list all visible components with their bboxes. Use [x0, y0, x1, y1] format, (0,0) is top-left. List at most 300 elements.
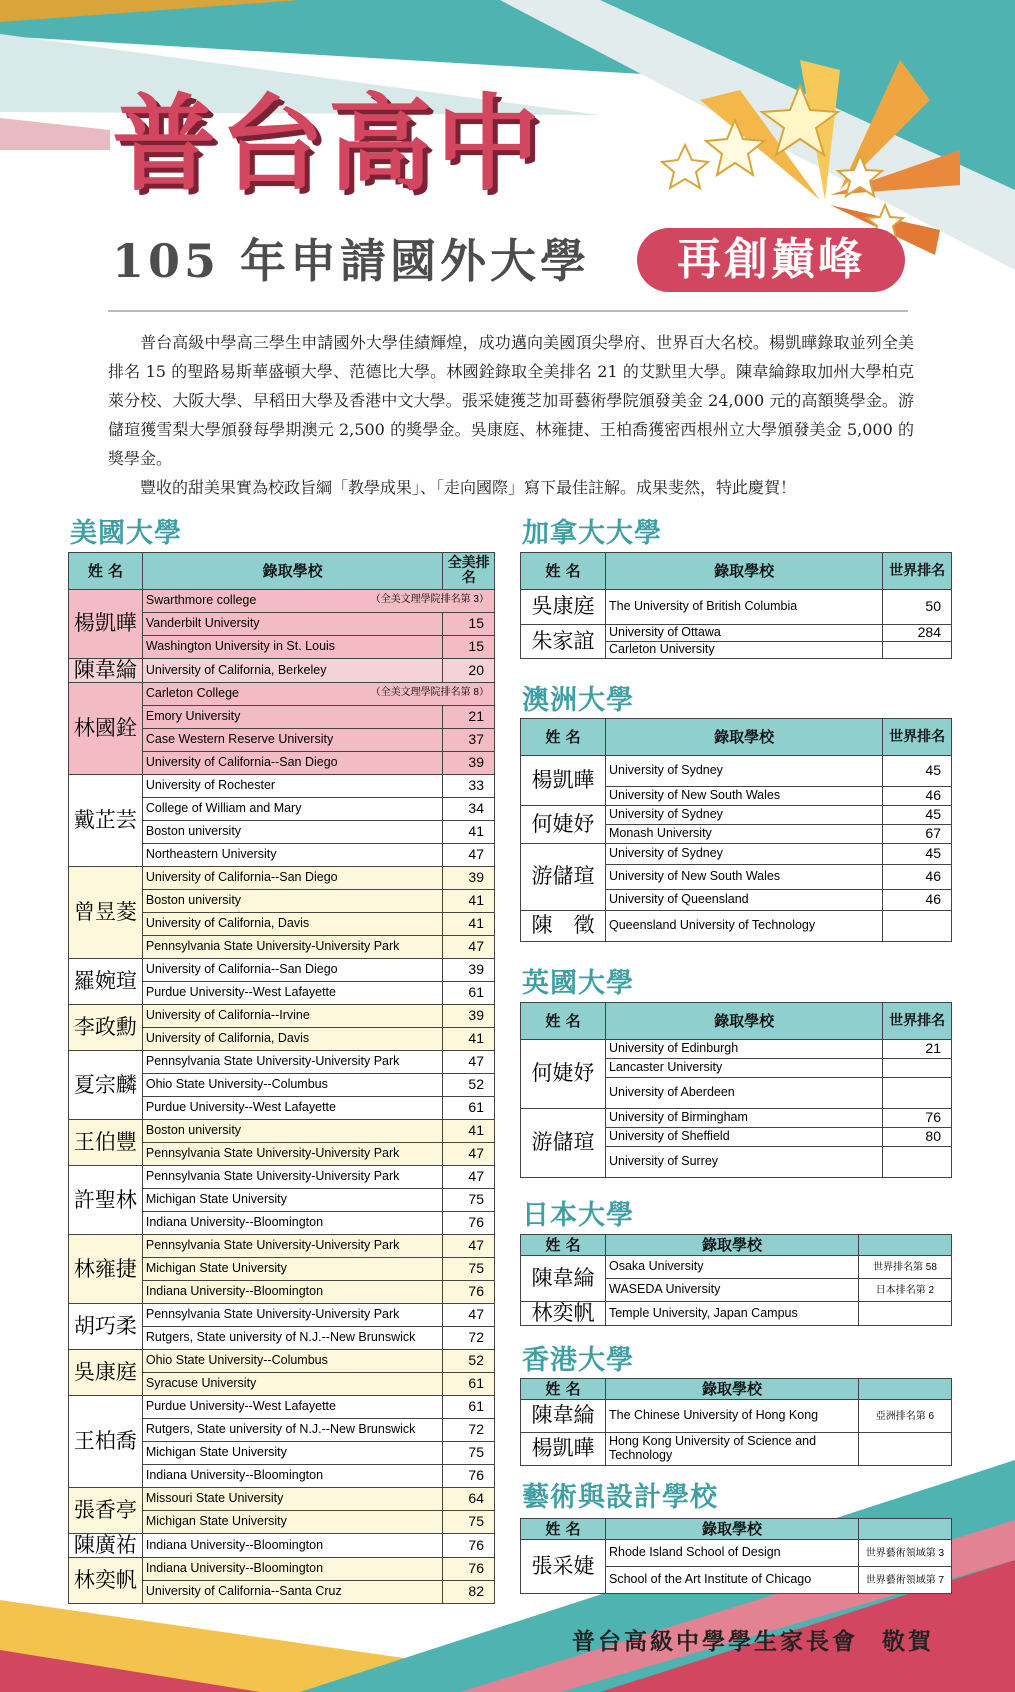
school-label: University of Rochester — [145, 778, 276, 793]
school-label: Carleton College — [145, 686, 239, 701]
school-name — [142, 1074, 443, 1097]
school-label: University of California--San Diego — [145, 962, 338, 977]
rank-value: 39 — [443, 1005, 495, 1028]
school-label: Purdue University--West Lafayette — [145, 985, 336, 1000]
rank-value: 47 — [443, 936, 495, 959]
school-name — [605, 1540, 858, 1567]
school-label: University of California--Irvine — [145, 1008, 310, 1023]
column-header — [858, 1519, 951, 1540]
school-name — [605, 787, 882, 806]
school-name — [142, 1465, 443, 1488]
student-name: 游儲瑄 — [521, 1109, 606, 1178]
column-header: 姓 名 — [521, 553, 606, 590]
school-name — [142, 913, 443, 936]
student-name: 許聖林 — [69, 1166, 143, 1235]
school-label: University of Edinburgh — [608, 1041, 739, 1056]
school-label: Indiana University--Bloomington — [145, 1215, 324, 1230]
rank-value: 37 — [443, 729, 495, 752]
school-label: The Chinese University of Hong Kong — [608, 1408, 819, 1423]
school-label: Vanderbilt University — [145, 616, 260, 631]
school-label: University of California--San Diego — [145, 755, 338, 770]
school-label: Monash University — [608, 826, 712, 841]
school-label: The University of British Columbia — [608, 599, 798, 614]
school-label: Boston university — [145, 824, 242, 839]
school-label: Indiana University--Bloomington — [145, 1537, 324, 1552]
signature — [572, 1623, 934, 1656]
student-name: 游儲瑄 — [521, 844, 606, 911]
school-name — [142, 867, 443, 890]
rank-value: 75 — [443, 1189, 495, 1212]
intro-paragraph: 普台高級中學高三學生申請國外大學佳績輝煌，成功邁向美國頂尖學府、世界百大名校。楊凱曄錄取並列全美排名 15 的聖路易斯華盛頓大學、范德比大學。林國銓錄取全美排名 21 的艾默里大學。陳韋綸錄取加州大學柏克萊分校、大阪大學、早稻田大學及香港中文大學。張采婕獲芝加哥藝術學院頒發美金 24,000 元的高額獎學金。游儲瑄獲雪梨大學頒發每學期澳元 2,500 的獎學金。吳康庭、林雍捷、王柏喬獲密西根州立大學頒發美金 5,000 的獎學金。 — [108, 333, 914, 468]
student-name: 林奕帆 — [69, 1558, 143, 1604]
school-name — [605, 1433, 858, 1466]
school-label: Carleton University — [608, 642, 715, 657]
school-label: Lancaster University — [608, 1060, 723, 1075]
school-label: University of California, Berkeley — [145, 662, 327, 677]
student-name: 吳康庭 — [521, 590, 606, 625]
school-label: University of Sheffield — [608, 1129, 730, 1144]
student-name: 楊凱曄 — [521, 1433, 606, 1466]
signature-closing: 敬賀 — [882, 1628, 934, 1655]
school-label: University of California, Davis — [145, 1031, 310, 1046]
rank-value: 21 — [883, 1040, 952, 1059]
column-header: 姓 名 — [521, 719, 606, 756]
school-name — [605, 1109, 882, 1128]
rank-value: 80 — [883, 1128, 952, 1147]
student-name: 胡巧柔 — [69, 1304, 143, 1350]
student-name: 陳 徵 — [521, 911, 606, 942]
school-label: Rhode Island School of Design — [608, 1545, 781, 1560]
student-name: 何婕妤 — [521, 806, 606, 844]
school-name — [142, 1235, 443, 1258]
table-row — [69, 1304, 495, 1327]
school-name — [605, 625, 882, 642]
signature-org: 普台高級中學學生家長會 — [572, 1628, 858, 1655]
school-label: Pennsylvania State University-University Park — [145, 1146, 400, 1161]
table-row — [69, 659, 495, 683]
student-name: 夏宗麟 — [69, 1051, 143, 1120]
section-title-us: 美國大學 — [70, 518, 182, 549]
table-row — [521, 1433, 952, 1466]
school-name — [142, 982, 443, 1005]
school-label: Swarthmore college — [145, 593, 257, 608]
student-name: 王柏喬 — [69, 1396, 143, 1488]
table-row — [521, 1040, 952, 1059]
school-label: Purdue University--West Lafayette — [145, 1100, 336, 1115]
student-name: 張采婕 — [521, 1540, 606, 1594]
school-label: WASEDA University — [608, 1282, 721, 1297]
school-name — [142, 1281, 443, 1304]
rank-value: 39 — [443, 752, 495, 775]
school-label: University of Sydney — [608, 846, 723, 861]
table-header-row — [69, 553, 495, 590]
column-header — [858, 1379, 951, 1400]
school-label: University of Ottawa — [608, 625, 721, 640]
section-title-art: 藝術與設計學校 — [522, 1482, 718, 1513]
japan-admissions-table — [520, 1234, 952, 1326]
school-label: Washington University in St. Louis — [145, 639, 336, 654]
school-label: Michigan State University — [145, 1514, 287, 1529]
school-label: Emory University — [145, 709, 241, 724]
rank-value: 21 — [443, 706, 495, 729]
school-name — [142, 1028, 443, 1051]
school-name — [605, 1078, 882, 1109]
rank-value: 41 — [443, 1120, 495, 1143]
school-label: Boston university — [145, 893, 242, 908]
table-row — [69, 1235, 495, 1258]
school-name — [142, 1143, 443, 1166]
student-name: 林國銓 — [69, 683, 143, 775]
table-row — [521, 1302, 952, 1326]
rank-value: 41 — [443, 890, 495, 913]
table-header-row — [521, 1235, 952, 1256]
school-name — [142, 729, 443, 752]
table-header-row — [521, 553, 952, 590]
school-name — [142, 1488, 443, 1511]
school-label: University of Sydney — [608, 807, 723, 822]
school-name — [605, 1567, 858, 1594]
rank-value: 76 — [443, 1558, 495, 1581]
rank-value: 46 — [883, 787, 952, 806]
school-name — [142, 752, 443, 775]
rank-value: 15 — [443, 613, 495, 636]
school-label: Boston university — [145, 1123, 242, 1138]
uk-admissions-table — [520, 1002, 952, 1178]
school-name — [605, 1400, 858, 1433]
rank-value — [883, 642, 952, 659]
school-name — [142, 1558, 443, 1581]
school-label: Missouri State University — [145, 1491, 284, 1506]
student-name: 曾昱菱 — [69, 867, 143, 959]
student-name: 林奕帆 — [521, 1302, 606, 1326]
rank-value: 284 — [883, 625, 952, 642]
school-name — [605, 911, 882, 942]
table-row — [69, 1558, 495, 1581]
school-label: Northeastern University — [145, 847, 277, 862]
school-name — [142, 1396, 443, 1419]
table-row — [521, 625, 952, 642]
school-label: University of Sydney — [608, 763, 723, 778]
table-header-row — [521, 1519, 952, 1540]
table-row — [69, 775, 495, 798]
school-name — [605, 890, 882, 911]
column-header: 姓 名 — [521, 1003, 606, 1040]
school-name — [142, 1189, 443, 1212]
column-header: 錄取學校 — [605, 553, 882, 590]
school-name — [605, 1059, 882, 1078]
rank-value: 45 — [883, 806, 952, 825]
column-header: 姓 名 — [521, 1519, 606, 1540]
rank-value — [858, 1433, 951, 1466]
rank-value: 47 — [443, 1143, 495, 1166]
school-label: Osaka University — [608, 1259, 704, 1274]
school-name — [605, 590, 882, 625]
school-name — [605, 1128, 882, 1147]
school-name — [605, 865, 882, 890]
school-label: University of California, Davis — [145, 916, 310, 931]
table-header-row — [521, 719, 952, 756]
school-name — [142, 775, 443, 798]
school-name — [142, 1327, 443, 1350]
us-admissions-table — [68, 552, 495, 1604]
rank-value: 47 — [443, 1235, 495, 1258]
rank-value: 47 — [443, 1304, 495, 1327]
rank-value: 33 — [443, 775, 495, 798]
rank-value — [858, 1302, 951, 1326]
rank-value: 64 — [443, 1488, 495, 1511]
school-label: University of New South Wales — [608, 788, 781, 803]
school-label: University of California--San Diego — [145, 870, 338, 885]
column-header: 世界排名 — [883, 553, 952, 590]
column-header: 錄取學校 — [605, 719, 882, 756]
school-label: School of the Art Institute of Chicago — [608, 1572, 812, 1587]
canada-admissions-table — [520, 552, 952, 659]
rank-value: 世界藝術領域第 7 — [858, 1567, 951, 1594]
school-label: University of Surrey — [608, 1154, 719, 1169]
school-label: University of Birmingham — [608, 1110, 748, 1125]
school-name — [142, 1511, 443, 1534]
school-name — [605, 1279, 858, 1302]
school-label: Indiana University--Bloomington — [145, 1468, 324, 1483]
school-label: Hong Kong University of Science and Technology — [608, 1434, 817, 1462]
student-name: 吳康庭 — [69, 1350, 143, 1396]
hongkong-admissions-table — [520, 1378, 952, 1466]
rank-value: 61 — [443, 1373, 495, 1396]
rank-note: （全美文理學院排名第 8） — [370, 687, 489, 699]
table-row — [521, 756, 952, 787]
table-row — [521, 1540, 952, 1567]
student-name: 李政勳 — [69, 1005, 143, 1051]
student-name: 陳韋綸 — [521, 1256, 606, 1302]
school-name — [605, 1147, 882, 1178]
school-name — [142, 1258, 443, 1281]
rank-value: 52 — [443, 1074, 495, 1097]
rank-value — [883, 1078, 952, 1109]
school-name — [142, 1350, 443, 1373]
rank-value: 76 — [443, 1212, 495, 1235]
table-row — [69, 1051, 495, 1074]
school-label: Ohio State University--Columbus — [145, 1353, 328, 1368]
rank-value: 75 — [443, 1511, 495, 1534]
rank-value: 15 — [443, 636, 495, 659]
student-name: 戴芷芸 — [69, 775, 143, 867]
column-header: 姓 名 — [521, 1235, 606, 1256]
section-title-hongkong: 香港大學 — [522, 1345, 634, 1376]
school-label: Queensland University of Technology — [608, 918, 816, 933]
school-name — [142, 659, 443, 683]
rank-value: 39 — [443, 867, 495, 890]
school-label: College of William and Mary — [145, 801, 302, 816]
school-label: Pennsylvania State University-University Park — [145, 1169, 400, 1184]
school-label: Michigan State University — [145, 1192, 287, 1207]
rank-value: 47 — [443, 1051, 495, 1074]
table-row — [521, 1256, 952, 1279]
rank-value — [883, 1147, 952, 1178]
table-row — [69, 867, 495, 890]
rank-value: 50 — [883, 590, 952, 625]
student-name: 陳韋綸 — [69, 659, 143, 683]
school-name — [605, 756, 882, 787]
rank-value: 52 — [443, 1350, 495, 1373]
rank-value: 72 — [443, 1327, 495, 1350]
school-label: Temple University, Japan Campus — [608, 1305, 798, 1320]
rank-value: 45 — [883, 844, 952, 865]
school-label: University of Queensland — [608, 892, 749, 907]
rank-value: 20 — [443, 659, 495, 683]
rank-value: 82 — [443, 1581, 495, 1604]
school-label: Indiana University--Bloomington — [145, 1561, 324, 1576]
column-header: 世界排名 — [883, 1003, 952, 1040]
student-name: 朱家誼 — [521, 625, 606, 659]
school-name — [142, 1373, 443, 1396]
rank-value: 61 — [443, 982, 495, 1005]
table-row — [69, 1166, 495, 1189]
art-admissions-table — [520, 1518, 952, 1594]
intro-text — [108, 328, 914, 502]
rank-value: 41 — [443, 821, 495, 844]
rank-value: 72 — [443, 1419, 495, 1442]
student-name: 陳韋綸 — [521, 1400, 606, 1433]
student-name: 張香亭 — [69, 1488, 143, 1534]
section-title-japan: 日本大學 — [522, 1200, 634, 1231]
rank-note: （全美文理學院排名第 3） — [370, 594, 489, 606]
section-title-australia: 澳洲大學 — [522, 685, 634, 716]
school-label: Purdue University--West Lafayette — [145, 1399, 336, 1414]
school-label: Case Western Reserve University — [145, 732, 334, 747]
rank-value: 46 — [883, 890, 952, 911]
rank-value: 76 — [443, 1281, 495, 1304]
table-row — [521, 806, 952, 825]
school-name — [142, 1581, 443, 1604]
table-row — [69, 1005, 495, 1028]
section-title-canada: 加拿大大學 — [522, 518, 662, 549]
table-row — [521, 1109, 952, 1128]
school-name — [142, 1120, 443, 1143]
table-row — [69, 590, 495, 613]
school-name — [142, 706, 443, 729]
column-header: 錄取學校 — [142, 553, 443, 590]
school-name — [142, 1419, 443, 1442]
rank-value: 47 — [443, 1166, 495, 1189]
school-name — [142, 959, 443, 982]
table-header-row — [521, 1003, 952, 1040]
divider — [108, 310, 908, 312]
school-label: University of California--Santa Cruz — [145, 1584, 342, 1599]
school-name — [605, 825, 882, 844]
school-name — [142, 613, 443, 636]
school-name — [142, 1005, 443, 1028]
column-header: 錄取學校 — [605, 1003, 882, 1040]
table-header-row — [521, 1379, 952, 1400]
student-name: 羅婉瑄 — [69, 959, 143, 1005]
column-header: 世界排名 — [883, 719, 952, 756]
school-label: Rutgers, State university of N.J.--New Brunswick — [145, 1422, 416, 1437]
school-name — [142, 1534, 443, 1558]
rank-value: 41 — [443, 913, 495, 936]
school-name — [605, 642, 882, 659]
school-name — [142, 844, 443, 867]
school-name — [142, 1304, 443, 1327]
column-header: 錄取學校 — [605, 1235, 858, 1256]
rank-value: 75 — [443, 1258, 495, 1281]
page-title: 普台高中 — [112, 83, 545, 205]
rank-value: 61 — [443, 1097, 495, 1120]
school-name — [605, 844, 882, 865]
school-label: Rutgers, State university of N.J.--New Brunswick — [145, 1330, 416, 1345]
table-row — [521, 844, 952, 865]
school-name — [605, 1302, 858, 1326]
school-label: Syracuse University — [145, 1376, 257, 1391]
column-header: 全美排名 — [443, 553, 495, 590]
school-name — [142, 590, 494, 613]
table-row — [69, 1534, 495, 1558]
school-name — [142, 1212, 443, 1235]
school-label: Pennsylvania State University-University Park — [145, 1238, 400, 1253]
rank-value: 61 — [443, 1396, 495, 1419]
school-label: Michigan State University — [145, 1445, 287, 1460]
rank-value: 世界排名第 58 — [858, 1256, 951, 1279]
column-header: 姓 名 — [69, 553, 143, 590]
school-label: University of New South Wales — [608, 869, 781, 884]
school-name — [142, 798, 443, 821]
table-row — [521, 590, 952, 625]
student-name: 林雍捷 — [69, 1235, 143, 1304]
student-name: 楊凱曄 — [69, 590, 143, 659]
school-label: Michigan State University — [145, 1261, 287, 1276]
rank-value: 世界藝術領域第 3 — [858, 1540, 951, 1567]
rank-value: 41 — [443, 1028, 495, 1051]
rank-value — [883, 1059, 952, 1078]
table-row — [69, 1488, 495, 1511]
student-name: 王伯豐 — [69, 1120, 143, 1166]
school-label: University of Aberdeen — [608, 1085, 735, 1100]
student-name: 何婕妤 — [521, 1040, 606, 1109]
table-row — [69, 959, 495, 982]
school-name — [142, 1051, 443, 1074]
rank-value: 76 — [883, 1109, 952, 1128]
school-name — [605, 1256, 858, 1279]
school-label: Ohio State University--Columbus — [145, 1077, 328, 1092]
table-row — [69, 1350, 495, 1373]
school-name — [605, 1040, 882, 1059]
table-row — [521, 1400, 952, 1433]
intro-paragraph: 豐收的甜美果實為校政旨綱「教學成果」、「走向國際」寫下最佳註解。成果斐然，特此慶賀！ — [140, 478, 797, 497]
rank-value: 日本排名第 2 — [858, 1279, 951, 1302]
rank-value: 76 — [443, 1534, 495, 1558]
school-name — [142, 1442, 443, 1465]
rank-value: 75 — [443, 1442, 495, 1465]
page-subtitle: 105 年申請國外大學 — [112, 234, 591, 288]
school-name — [142, 821, 443, 844]
school-name — [142, 1166, 443, 1189]
rank-value: 67 — [883, 825, 952, 844]
school-label: Pennsylvania State University-University Park — [145, 1054, 400, 1069]
table-row — [521, 911, 952, 942]
rank-value: 47 — [443, 844, 495, 867]
rank-value: 76 — [443, 1465, 495, 1488]
school-name — [142, 1097, 443, 1120]
rank-value: 46 — [883, 865, 952, 890]
table-row — [69, 1120, 495, 1143]
school-name — [605, 806, 882, 825]
school-name — [142, 636, 443, 659]
school-label: Pennsylvania State University-University Park — [145, 1307, 400, 1322]
school-label: Pennsylvania State University-University Park — [145, 939, 400, 954]
rank-value — [883, 911, 952, 942]
column-header — [858, 1235, 951, 1256]
table-row — [69, 683, 495, 706]
student-name: 楊凱曄 — [521, 756, 606, 806]
